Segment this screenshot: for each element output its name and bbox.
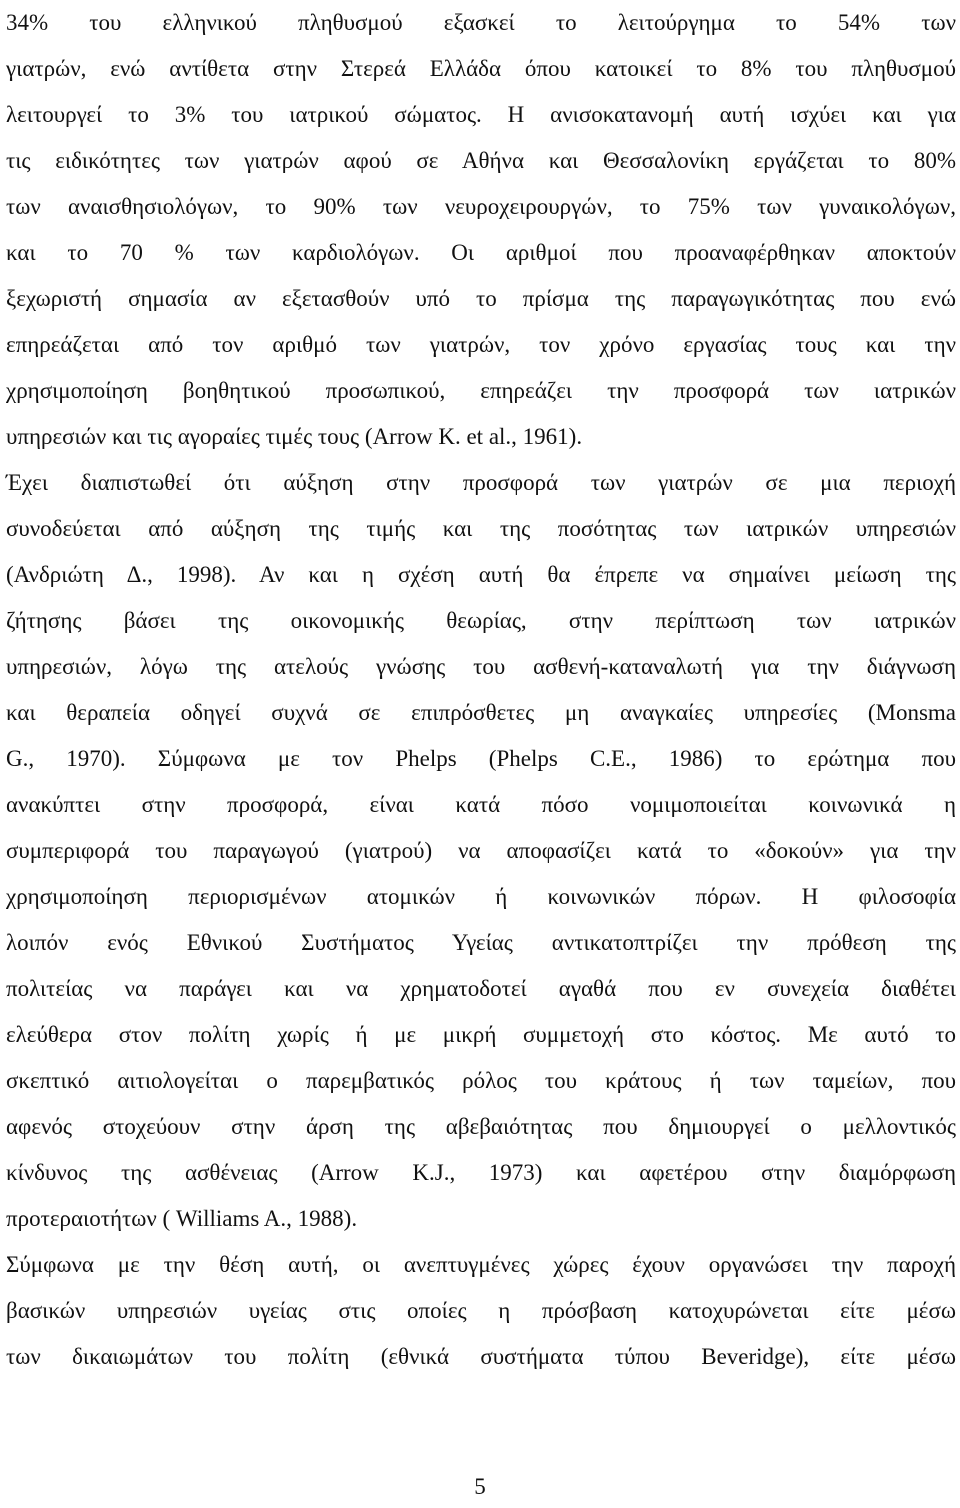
text-line-5: των αναισθησιολόγων, το 90% των νευροχειρουργών, το 75% των γυναικολόγων, [6, 194, 956, 219]
text-line-8: επηρεάζεται από τον αριθμό των γιατρών, τον χρόνο εργασίας τους και την [6, 332, 956, 357]
text-line-15: υπηρεσιών, λόγω της ατελούς γνώσης του ασθενή-καταναλωτή για την διάγνωση [6, 654, 956, 679]
text-line-20: χρησιμοποίηση περιορισμένων ατομικών ή κοινωνικών πόρων. Η φιλοσοφία [6, 884, 956, 909]
text-line-27: προτεραιοτήτων ( Williams A., 1988). [6, 1206, 358, 1231]
text-line-7: ξεχωριστή σημασία αν εξετασθούν υπό το πρίσμα της παραγωγικότητας που ενώ [6, 286, 956, 311]
text-line-17: G., 1970). Σύμφωνα με τον Phelps (Phelps C.E., 1986) το ερώτημα που [6, 746, 956, 771]
text-line-9: χρησιμοποίηση βοηθητικού προσωπικού, επηρεάζει την προσφορά των ιατρικών [6, 378, 956, 403]
text-line-21: λοιπόν ενός Εθνικού Συστήματος Υγείας αντικατοπτρίζει την πρόθεση της [6, 930, 956, 955]
text-line-16: και θεραπεία οδηγεί συχνά σε επιπρόσθετες μη αναγκαίες υπηρεσίες (Monsma [6, 700, 956, 725]
text-line-18: ανακύπτει στην προσφορά, είναι κατά πόσο νομιμοποιείται κοινωνικά η [6, 792, 956, 817]
text-line-29: βασικών υπηρεσιών υγείας στις οποίες η πρόσβαση κατοχυρώνεται είτε μέσω [6, 1298, 956, 1323]
page-number: 5 [474, 1474, 486, 1499]
text-line-28: Σύμφωνα με την θέση αυτή, οι ανεπτυγμένες χώρες έχουν οργανώσει την παροχή [6, 1252, 956, 1277]
text-line-11: Έχει διαπιστωθεί ότι αύξηση στην προσφορά των γιατρών σε μια περιοχή [6, 470, 956, 495]
text-line-30: των δικαιωμάτων του πολίτη (εθνικά συστήματα τύπου Beveridge), είτε μέσω [6, 1344, 956, 1369]
text-line-19: συμπεριφορά του παραγωγού (γιατρού) να αποφασίζει κατά το «δοκούν» για την [6, 838, 956, 863]
text-line-25: αφενός στοχεύουν στην άρση της αβεβαιότητας που δημιουργεί ο μελλοντικός [6, 1114, 956, 1139]
text-line-13: (Ανδριώτη Δ., 1998). Αν και η σχέση αυτή θα έπρεπε να σημαίνει μείωση της [6, 562, 956, 587]
text-line-14: ζήτησης βάσει της οικονομικής θεωρίας, στην περίπτωση των ιατρικών [6, 608, 956, 633]
text-line-22: πολιτείας να παράγει και να χρηματοδοτεί αγαθά που εν συνεχεία διαθέτει [6, 976, 956, 1001]
text-line-2: γιατρών, ενώ αντίθετα στην Στερεά Ελλάδα όπου κατοικεί το 8% του πληθυσμού [6, 56, 956, 81]
text-line-24: σκεπτικό αιτιολογείται ο παρεμβατικός ρόλος του κράτους ή των ταμείων, που [6, 1068, 956, 1093]
text-line-1: 34% του ελληνικού πληθυσμού εξασκεί το λειτούργημα το 54% των [6, 10, 956, 35]
text-line-10: υπηρεσιών και τις αγοραίες τιμές τους (Arrow K. et al., 1961). [6, 424, 583, 449]
text-line-12: συνοδεύεται από αύξηση της τιμής και της ποσότητας των ιατρικών υπηρεσιών [6, 516, 956, 541]
text-line-26: κίνδυνος της ασθένειας (Arrow K.J., 1973) και αφετέρου στην διαμόρφωση [6, 1160, 956, 1185]
text-line-3: λειτουργεί το 3% του ιατρικού σώματος. Η ανισοκατανομή αυτή ισχύει και για [6, 102, 956, 127]
document-page [6, 0, 956, 1508]
text-line-23: ελεύθερα στον πολίτη χωρίς ή με μικρή συμμετοχή στο κόστος. Με αυτό το [6, 1022, 956, 1047]
text-line-4: τις ειδικότητες των γιατρών αφού σε Αθήνα και Θεσσαλονίκη εργάζεται το 80% [6, 148, 956, 173]
text-line-6: και το 70 % των καρδιολόγων. Οι αριθμοί που προαναφέρθηκαν αποκτούν [6, 240, 956, 265]
